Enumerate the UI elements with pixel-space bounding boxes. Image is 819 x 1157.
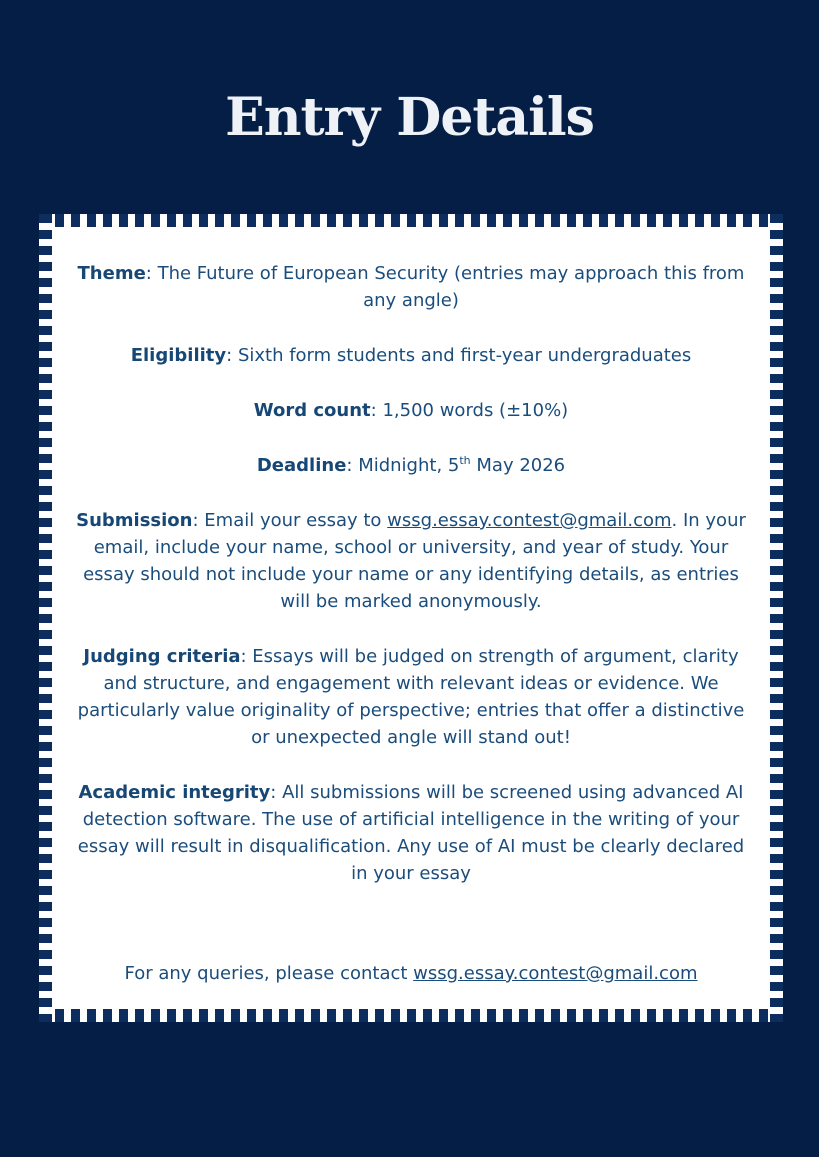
- details-list: [69, 260, 753, 887]
- deadline-label: Deadline: [256, 455, 347, 476]
- word-count-label: Word count: [253, 400, 371, 421]
- judging-label: Judging criteria: [83, 646, 241, 667]
- deadline-paragraph: [69, 452, 753, 479]
- dashed-border-left: [39, 214, 52, 1022]
- contact-email-link[interactable]: wssg.essay.contest@gmail.com: [413, 963, 698, 984]
- integrity-value: : All submissions will be screened using advanced AI detection software. The use of artificial intelligence in the writing of your essay will result in disqualification. Any use of AI must be clearly declared in your essay: [77, 782, 745, 884]
- dashed-border-top: [39, 214, 783, 227]
- deadline-ordinal: th: [459, 454, 471, 467]
- eligibility-label: Eligibility: [130, 345, 227, 366]
- contact-line: [69, 960, 753, 987]
- integrity-label: Academic integrity: [78, 782, 271, 803]
- contact-text: For any queries, please contact: [124, 963, 414, 984]
- submission-value-end: . In your email, include your name, school or university, and year of study. Your essay should not include your name or any identifying details, as entries will be marked anonymously.: [83, 510, 746, 612]
- submission-email-link[interactable]: wssg.essay.contest@gmail.com: [387, 510, 672, 531]
- word-count-paragraph: [69, 397, 753, 424]
- theme-paragraph: [69, 260, 753, 314]
- deadline-value-end: May 2026: [470, 455, 566, 476]
- submission-label: Submission: [76, 510, 193, 531]
- integrity-paragraph: [69, 779, 753, 887]
- theme-label: Theme: [77, 263, 146, 284]
- word-count-value: : 1,500 words (±10%): [370, 400, 569, 421]
- judging-paragraph: [69, 643, 753, 751]
- theme-value: : The Future of European Security (entries may approach this from any angle): [145, 263, 745, 311]
- submission-value: : Email your essay to: [192, 510, 388, 531]
- judging-value: : Essays will be judged on strength of argument, clarity and structure, and engagement with relevant ideas or evidence. We particularly value originality of perspective; entries that offer a distinctive or unexpected angle will stand out!: [77, 646, 745, 748]
- dashed-border-bottom: [39, 1009, 783, 1022]
- eligibility-paragraph: [69, 342, 753, 369]
- submission-paragraph: [69, 507, 753, 615]
- dashed-border-right: [770, 214, 783, 1022]
- eligibility-value: : Sixth form students and first-year undergraduates: [226, 345, 692, 366]
- page-title: Entry Details: [225, 87, 594, 148]
- entry-details-card: [39, 214, 783, 1022]
- deadline-value: : Midnight, 5: [346, 455, 460, 476]
